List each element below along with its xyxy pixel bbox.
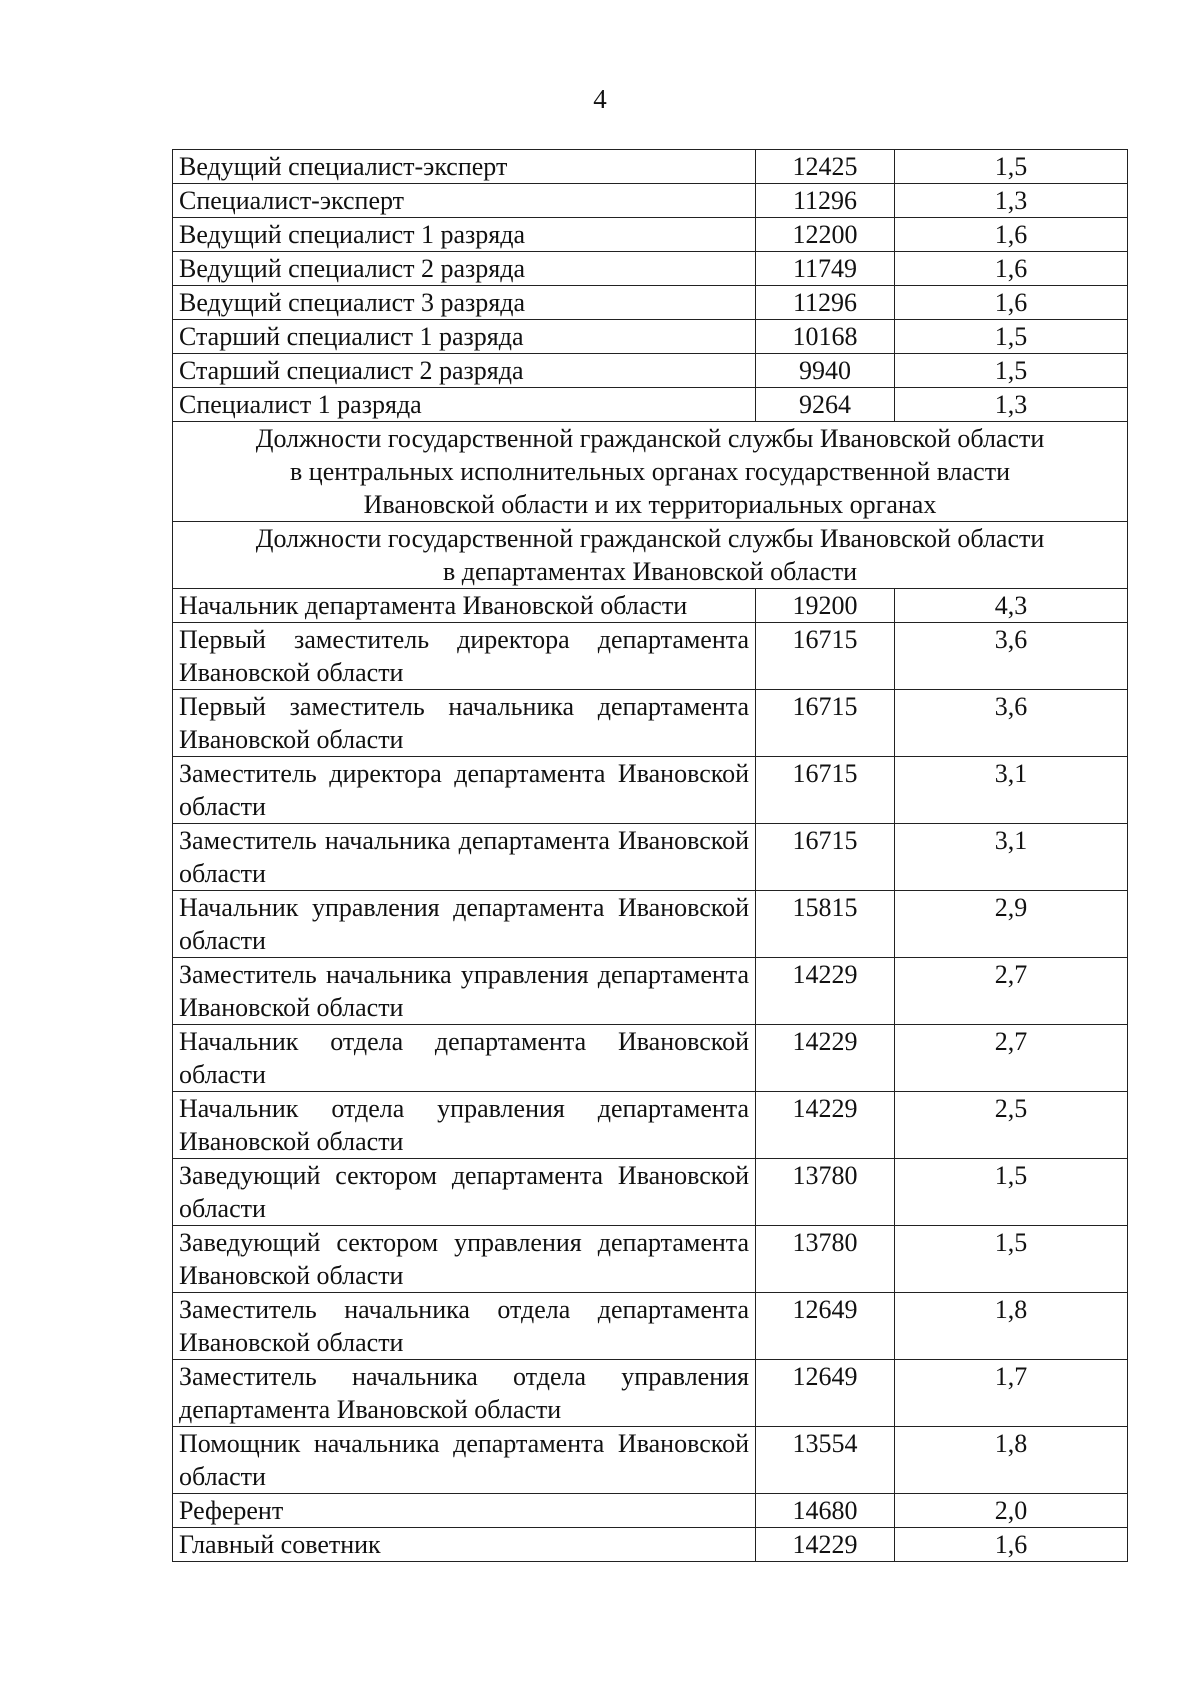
salary-cell: 12425 xyxy=(756,150,895,184)
salary-cell: 14229 xyxy=(756,1025,895,1092)
table-row xyxy=(173,623,1128,690)
section-header-line: Ивановской области и их территориальных органах xyxy=(363,490,937,519)
salary-cell: 16715 xyxy=(756,623,895,690)
position-cell: Главный советник xyxy=(173,1528,756,1562)
position-cell: Начальник отдела управления департамента Ивановской области xyxy=(173,1092,756,1159)
position-cell: Заместитель начальника отдела управления департамента Ивановской области xyxy=(173,1360,756,1427)
coefficient-cell: 1,7 xyxy=(895,1360,1128,1427)
position-cell: Начальник департамента Ивановской области xyxy=(173,589,756,623)
table-row xyxy=(173,252,1128,286)
table-row xyxy=(173,1427,1128,1494)
position-cell: Старший специалист 1 разряда xyxy=(173,320,756,354)
section-header-departments xyxy=(173,522,1128,589)
coefficient-cell: 1,3 xyxy=(895,184,1128,218)
table-row xyxy=(173,1360,1128,1427)
table-row xyxy=(173,1159,1128,1226)
table-row xyxy=(173,824,1128,891)
position-cell: Начальник отдела департамента Ивановской области xyxy=(173,1025,756,1092)
salary-cell: 9940 xyxy=(756,354,895,388)
page-number: 4 xyxy=(593,84,607,114)
section-header-central-organs xyxy=(173,422,1128,522)
coefficient-cell: 1,6 xyxy=(895,286,1128,320)
coefficient-cell: 1,8 xyxy=(895,1427,1128,1494)
position-cell: Референт xyxy=(173,1494,756,1528)
section-header-line: Должности государственной гражданской службы Ивановской области xyxy=(255,524,1045,553)
coefficient-cell: 2,7 xyxy=(895,1025,1128,1092)
table-row xyxy=(173,690,1128,757)
section-header-line: в центральных исполнительных органах государственной власти xyxy=(290,457,1010,486)
rows-bottom-group xyxy=(173,589,1128,1562)
salary-cell: 16715 xyxy=(756,824,895,891)
position-cell: Заместитель начальника департамента Ивановской области xyxy=(173,824,756,891)
table-row xyxy=(173,1494,1128,1528)
table-row xyxy=(173,320,1128,354)
table-row xyxy=(173,1092,1128,1159)
position-cell: Ведущий специалист 2 разряда xyxy=(173,252,756,286)
salary-cell: 13780 xyxy=(756,1159,895,1226)
table-row xyxy=(173,150,1128,184)
coefficient-cell: 2,7 xyxy=(895,958,1128,1025)
position-cell: Ведущий специалист 1 разряда xyxy=(173,218,756,252)
coefficient-cell: 1,5 xyxy=(895,1159,1128,1226)
salary-cell: 15815 xyxy=(756,891,895,958)
coefficient-cell: 3,1 xyxy=(895,824,1128,891)
table-row xyxy=(173,354,1128,388)
salary-cell: 9264 xyxy=(756,388,895,422)
salary-cell: 12200 xyxy=(756,218,895,252)
table-row xyxy=(173,958,1128,1025)
rows-top-group xyxy=(173,150,1128,422)
salary-cell: 11296 xyxy=(756,184,895,218)
position-cell: Специалист-эксперт xyxy=(173,184,756,218)
salary-cell: 13780 xyxy=(756,1226,895,1293)
coefficient-cell: 2,9 xyxy=(895,891,1128,958)
table-row xyxy=(173,388,1128,422)
salary-cell: 19200 xyxy=(756,589,895,623)
table-row xyxy=(173,1528,1128,1562)
position-cell: Первый заместитель начальника департамента Ивановской области xyxy=(173,690,756,757)
coefficient-cell: 1,5 xyxy=(895,1226,1128,1293)
coefficient-cell: 2,5 xyxy=(895,1092,1128,1159)
coefficient-cell: 1,5 xyxy=(895,354,1128,388)
table-row xyxy=(173,1025,1128,1092)
section-header-line: в департаментах Ивановской области xyxy=(443,557,857,586)
section-headers-group xyxy=(173,422,1128,589)
salary-cell: 11296 xyxy=(756,286,895,320)
table-row xyxy=(173,184,1128,218)
position-cell: Помощник начальника департамента Ивановской области xyxy=(173,1427,756,1494)
salary-cell: 14229 xyxy=(756,958,895,1025)
coefficient-cell: 4,3 xyxy=(895,589,1128,623)
salary-cell: 16715 xyxy=(756,757,895,824)
coefficient-cell: 1,6 xyxy=(895,252,1128,286)
position-cell: Ведущий специалист 3 разряда xyxy=(173,286,756,320)
salary-table xyxy=(172,149,1128,1562)
table-row xyxy=(173,891,1128,958)
coefficient-cell: 1,5 xyxy=(895,150,1128,184)
coefficient-cell: 1,3 xyxy=(895,388,1128,422)
salary-cell: 11749 xyxy=(756,252,895,286)
position-cell: Начальник управления департамента Ивановской области xyxy=(173,891,756,958)
salary-cell: 12649 xyxy=(756,1360,895,1427)
coefficient-cell: 1,8 xyxy=(895,1293,1128,1360)
position-cell: Старший специалист 2 разряда xyxy=(173,354,756,388)
section-header-row xyxy=(173,522,1128,589)
coefficient-cell: 1,5 xyxy=(895,320,1128,354)
position-cell: Специалист 1 разряда xyxy=(173,388,756,422)
section-header-line: Должности государственной гражданской службы Ивановской области xyxy=(255,424,1045,453)
coefficient-cell: 3,6 xyxy=(895,623,1128,690)
table-row xyxy=(173,1226,1128,1293)
section-header-row xyxy=(173,422,1128,522)
position-cell: Заместитель начальника отдела департамента Ивановской области xyxy=(173,1293,756,1360)
table-row xyxy=(173,757,1128,824)
coefficient-cell: 2,0 xyxy=(895,1494,1128,1528)
position-cell: Ведущий специалист-эксперт xyxy=(173,150,756,184)
salary-cell: 14229 xyxy=(756,1092,895,1159)
coefficient-cell: 1,6 xyxy=(895,1528,1128,1562)
position-cell: Заведующий сектором департамента Ивановской области xyxy=(173,1159,756,1226)
salary-cell: 13554 xyxy=(756,1427,895,1494)
position-cell: Заведующий сектором управления департамента Ивановской области xyxy=(173,1226,756,1293)
coefficient-cell: 3,1 xyxy=(895,757,1128,824)
table-row xyxy=(173,286,1128,320)
table-row xyxy=(173,218,1128,252)
table-row xyxy=(173,589,1128,623)
coefficient-cell: 3,6 xyxy=(895,690,1128,757)
salary-cell: 16715 xyxy=(756,690,895,757)
table-row xyxy=(173,1293,1128,1360)
salary-cell: 14680 xyxy=(756,1494,895,1528)
salary-cell: 14229 xyxy=(756,1528,895,1562)
salary-cell: 10168 xyxy=(756,320,895,354)
position-cell: Заместитель директора департамента Ивановской области xyxy=(173,757,756,824)
position-cell: Заместитель начальника управления департамента Ивановской области xyxy=(173,958,756,1025)
position-cell: Первый заместитель директора департамента Ивановской области xyxy=(173,623,756,690)
coefficient-cell: 1,6 xyxy=(895,218,1128,252)
salary-cell: 12649 xyxy=(756,1293,895,1360)
